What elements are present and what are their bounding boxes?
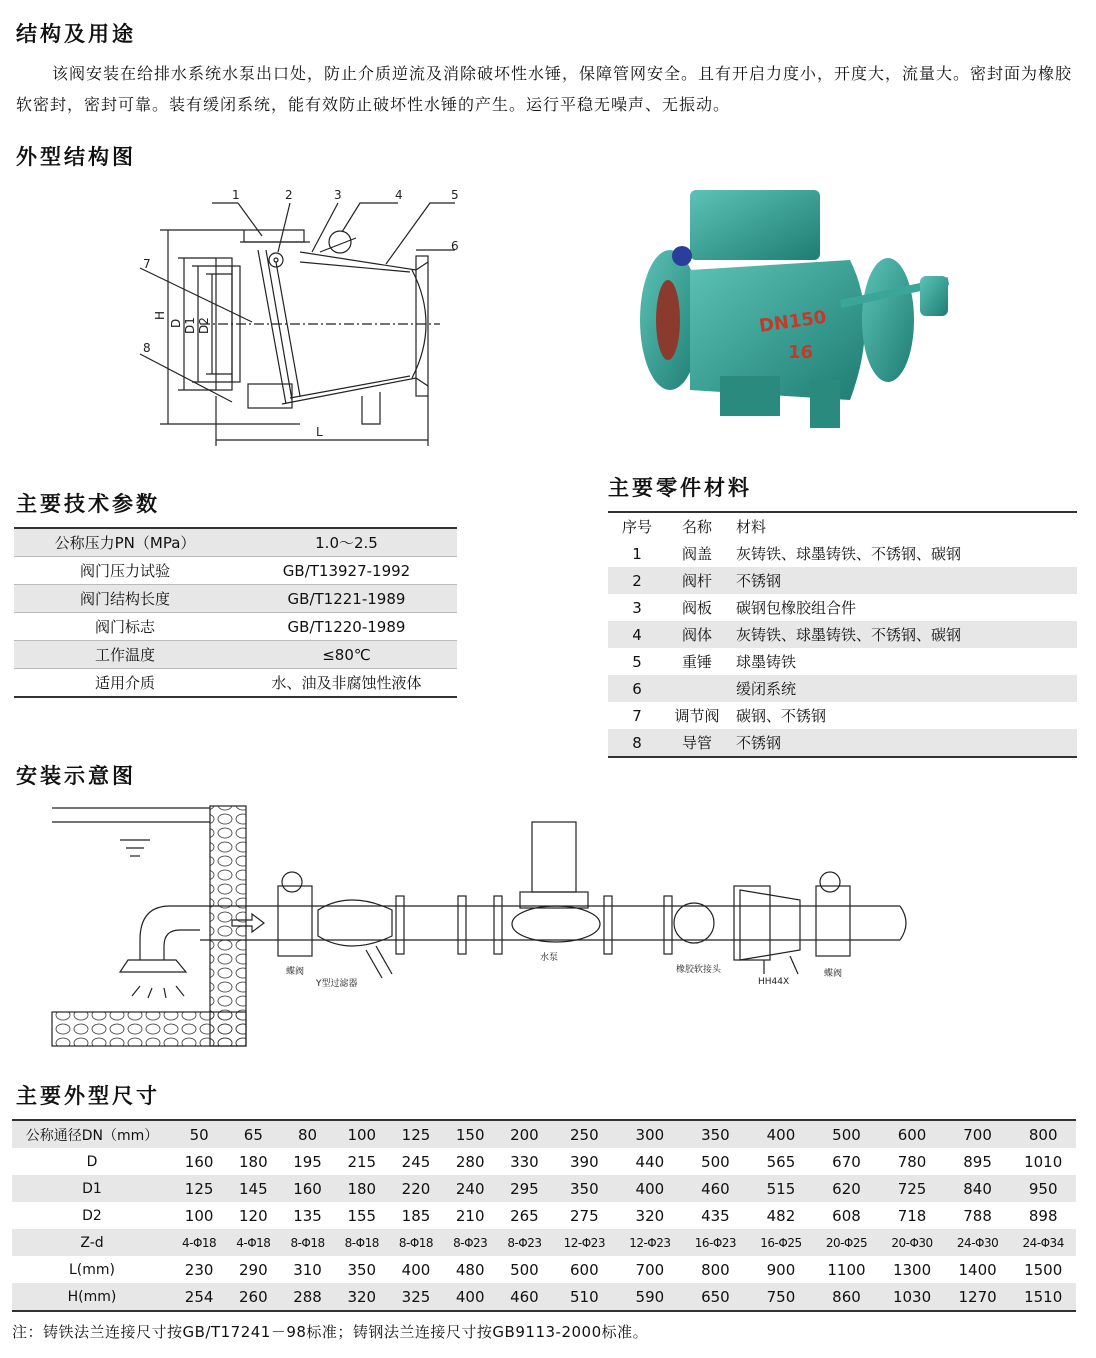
param-name: 阀门结构长度 xyxy=(79,590,170,608)
floor xyxy=(52,1012,246,1046)
table-cell: 350 xyxy=(347,1260,377,1279)
table-cell: 125 xyxy=(401,1125,431,1144)
table-cell: 950 xyxy=(1028,1179,1058,1198)
table-cell: 1300 xyxy=(892,1260,932,1279)
table-cell: 620 xyxy=(832,1179,861,1198)
part-no: 6 xyxy=(632,679,642,698)
table-row xyxy=(12,1283,1076,1311)
param-name: 公称压力PN（MPa） xyxy=(54,534,196,552)
table-row xyxy=(608,621,1077,648)
param-name: 适用介质 xyxy=(94,674,155,692)
table-cell: 180 xyxy=(347,1179,377,1198)
counterweight xyxy=(920,276,948,316)
callout-1: 1 xyxy=(232,188,240,202)
label-rubber-joint: 橡胶软接头 xyxy=(676,965,722,975)
table-row xyxy=(12,1120,1076,1148)
table-cell: 650 xyxy=(701,1287,730,1306)
part-material: 碳钢包橡胶组合件 xyxy=(736,599,857,617)
body-mark-dn: DN150 xyxy=(757,306,828,337)
part-no: 4 xyxy=(632,625,642,644)
table-cell: 160 xyxy=(293,1179,322,1198)
table-cell: 1400 xyxy=(958,1260,997,1279)
table-cell: 24-Φ34 xyxy=(1022,1235,1064,1250)
param-value: GB/T1221-1989 xyxy=(287,589,406,608)
table-cell: 195 xyxy=(293,1152,322,1171)
label-strainer: Y型过滤器 xyxy=(316,979,358,989)
table-cell: 50 xyxy=(189,1125,209,1144)
table-cell: 275 xyxy=(569,1206,599,1225)
table-cell: 590 xyxy=(635,1287,665,1306)
table-row xyxy=(12,1175,1076,1202)
table-cell: 20-Φ30 xyxy=(891,1235,933,1250)
table-cell: 210 xyxy=(455,1206,485,1225)
table-cell: 330 xyxy=(510,1152,539,1171)
table-cell: 320 xyxy=(347,1287,377,1306)
param-value: 水、油及非腐蚀性液体 xyxy=(271,674,422,692)
table-cell: 1030 xyxy=(892,1287,932,1306)
table-cell: 350 xyxy=(701,1125,730,1144)
table-cell: 8-Φ23 xyxy=(453,1235,488,1250)
pump-casing xyxy=(512,906,600,942)
footnote: 注：铸铁法兰连接尺寸按GB/T17241－98标准；铸钢法兰连接尺寸按GB9113-2000标准。 xyxy=(12,1323,649,1341)
table-cell: 1100 xyxy=(827,1260,866,1279)
table-cell: 4-Φ18 xyxy=(236,1235,271,1250)
table-cell: 100 xyxy=(347,1125,377,1144)
valve-cover xyxy=(690,190,820,260)
table-cell: 125 xyxy=(184,1179,214,1198)
table-cell: 800 xyxy=(1028,1125,1058,1144)
table-row xyxy=(14,585,457,613)
table-cell: 600 xyxy=(569,1260,599,1279)
table-row xyxy=(14,613,457,641)
cushion-cylinder xyxy=(720,376,780,416)
description-text: 该阀安装在给排水系统水泵出口处，防止介质逆流及消除破坏性水锤，保障管网安全。且有开启力度小，开度大，流量大。密封面为橡胶软密封，密封可靠。装有缓闭系统，能有效防止破坏性水锤的产生。运行平稳无噪声、无振动。 xyxy=(16,64,1073,114)
table-cell: 180 xyxy=(239,1152,268,1171)
table-cell: 265 xyxy=(510,1206,539,1225)
table-cell: 400 xyxy=(766,1125,796,1144)
part-name: 导管 xyxy=(681,734,712,752)
callout-2: 2 xyxy=(285,188,293,202)
part-no: 5 xyxy=(632,652,642,671)
description-paragraph xyxy=(16,58,1084,120)
table-cell: 280 xyxy=(455,1152,485,1171)
row-label: Z-d xyxy=(80,1234,104,1251)
heading-structure-use: 结构及用途 xyxy=(16,21,136,46)
dim-label-D: D xyxy=(169,318,183,328)
table-cell: 700 xyxy=(963,1125,992,1144)
table-cell: 185 xyxy=(401,1206,431,1225)
table-cell: 600 xyxy=(897,1125,927,1144)
table-cell: 460 xyxy=(510,1287,539,1306)
row-label: 公称通径DN（mm） xyxy=(25,1127,159,1144)
table-cell: 515 xyxy=(766,1179,796,1198)
table-cell: 160 xyxy=(184,1152,214,1171)
table-cell: 700 xyxy=(635,1260,665,1279)
part-name: 阀体 xyxy=(681,626,712,644)
table-cell: 725 xyxy=(897,1179,927,1198)
table-row xyxy=(608,567,1077,594)
table-cell: 150 xyxy=(455,1125,485,1144)
col-header-material: 材料 xyxy=(736,518,767,536)
tech-params-table xyxy=(14,527,457,698)
table-cell: 1500 xyxy=(1024,1260,1063,1279)
table-cell: 1510 xyxy=(1024,1287,1063,1306)
pump-motor xyxy=(532,822,576,892)
table-row xyxy=(608,702,1077,729)
table-cell: 500 xyxy=(832,1125,861,1144)
table-cell: 840 xyxy=(963,1179,992,1198)
y-strainer xyxy=(318,900,392,946)
table-cell: 288 xyxy=(293,1287,322,1306)
dim-label-L: L xyxy=(316,425,323,439)
table-cell: 350 xyxy=(569,1179,599,1198)
part-no: 1 xyxy=(632,544,642,563)
part-name: 调节阀 xyxy=(674,707,720,725)
param-value: 1.0～2.5 xyxy=(315,534,378,552)
col-header-no: 序号 xyxy=(621,518,652,536)
heading-tech-params: 主要技术参数 xyxy=(16,491,160,516)
param-name: 阀门压力试验 xyxy=(79,562,170,580)
table-cell: 898 xyxy=(1028,1206,1058,1225)
parts-materials-table xyxy=(608,511,1077,758)
table-cell: 8-Φ18 xyxy=(398,1235,434,1250)
table-cell: 608 xyxy=(832,1206,861,1225)
callout-3: 3 xyxy=(334,188,342,202)
table-cell: 16-Φ23 xyxy=(694,1235,737,1250)
part-name: 重锤 xyxy=(681,653,712,671)
table-cell: 230 xyxy=(184,1260,214,1279)
table-cell: 895 xyxy=(963,1152,992,1171)
table-row xyxy=(14,557,457,585)
dim-label-H: H xyxy=(153,310,167,320)
table-cell: 200 xyxy=(510,1125,539,1144)
table-cell: 320 xyxy=(635,1206,665,1225)
part-material: 碳钢、不锈钢 xyxy=(736,707,827,725)
table-cell: 290 xyxy=(239,1260,268,1279)
label-valve-model: HH44X xyxy=(758,977,790,987)
heading-parts-materials: 主要零件材料 xyxy=(608,475,752,500)
part-material: 灰铸铁、球墨铸铁、不锈钢、碳钢 xyxy=(736,545,962,563)
table-cell: 240 xyxy=(455,1179,485,1198)
table-cell: 500 xyxy=(510,1260,539,1279)
table-cell: 8-Φ18 xyxy=(344,1235,379,1250)
table-cell: 800 xyxy=(701,1260,730,1279)
part-name: 阀杆 xyxy=(681,572,712,590)
table-cell: 500 xyxy=(701,1152,730,1171)
table-row xyxy=(14,528,457,557)
row-label: D1 xyxy=(82,1180,102,1197)
table-cell: 718 xyxy=(897,1206,927,1225)
table-row xyxy=(12,1148,1076,1175)
table-cell: 510 xyxy=(569,1287,599,1306)
param-value: GB/T1220-1989 xyxy=(287,617,406,636)
row-label: D2 xyxy=(82,1207,102,1224)
butterfly-valve-right xyxy=(816,886,850,956)
table-cell: 100 xyxy=(184,1206,214,1225)
part-material: 不锈钢 xyxy=(736,572,782,590)
table-cell: 4-Φ18 xyxy=(182,1235,217,1250)
dimensions-table xyxy=(12,1119,1076,1312)
param-value: GB/T13927-1992 xyxy=(282,561,411,580)
callout-4: 4 xyxy=(395,188,403,202)
part-material: 缓闭系统 xyxy=(736,680,797,698)
adjust-valve-handwheel xyxy=(672,246,692,266)
table-cell: 460 xyxy=(701,1179,730,1198)
table-cell: 780 xyxy=(897,1152,927,1171)
table-cell: 16-Φ25 xyxy=(760,1235,802,1250)
table-cell: 300 xyxy=(635,1125,665,1144)
body-mark-pn: 16 xyxy=(788,342,814,363)
table-cell: 400 xyxy=(635,1179,665,1198)
part-no: 7 xyxy=(632,706,642,725)
heading-install: 安装示意图 xyxy=(16,763,136,788)
table-cell: 220 xyxy=(401,1179,431,1198)
part-no: 2 xyxy=(632,571,642,590)
table-cell: 310 xyxy=(293,1260,322,1279)
table-cell: 135 xyxy=(293,1206,322,1225)
table-cell: 245 xyxy=(401,1152,431,1171)
valve-photo xyxy=(630,180,960,440)
heading-dimensions: 主要外型尺寸 xyxy=(16,1083,160,1108)
col-header-name: 名称 xyxy=(681,518,712,536)
part-material: 灰铸铁、球墨铸铁、不锈钢、碳钢 xyxy=(736,626,962,644)
table-cell: 145 xyxy=(239,1179,268,1198)
row-label: H(mm) xyxy=(67,1288,117,1305)
part-material: 不锈钢 xyxy=(736,734,782,752)
dim-label-D2: D2 xyxy=(197,317,211,334)
param-value: ≤80℃ xyxy=(322,645,371,664)
heading-appearance: 外型结构图 xyxy=(16,144,136,169)
table-cell: 788 xyxy=(963,1206,992,1225)
right-flange xyxy=(862,258,914,382)
valve-structure-drawing xyxy=(130,180,480,450)
table-cell: 250 xyxy=(569,1125,599,1144)
row-label: D xyxy=(86,1153,98,1170)
table-row xyxy=(608,594,1077,621)
callout-8: 8 xyxy=(143,341,151,355)
part-name: 阀盖 xyxy=(681,545,712,563)
param-name: 工作温度 xyxy=(94,646,155,664)
table-cell: 670 xyxy=(832,1152,861,1171)
table-row xyxy=(608,540,1077,567)
table-cell: 155 xyxy=(347,1206,377,1225)
table-row xyxy=(12,1256,1076,1283)
table-cell: 400 xyxy=(455,1287,485,1306)
table-cell: 120 xyxy=(239,1206,268,1225)
table-cell: 860 xyxy=(832,1287,861,1306)
table-cell: 12-Φ23 xyxy=(629,1235,671,1250)
label-butterfly-left: 蝶阀 xyxy=(286,967,305,977)
table-row xyxy=(12,1229,1076,1256)
table-row xyxy=(14,641,457,669)
table-cell: 1270 xyxy=(958,1287,997,1306)
part-name: 阀板 xyxy=(681,599,712,617)
table-cell: 260 xyxy=(239,1287,268,1306)
table-row xyxy=(608,675,1077,702)
table-cell: 80 xyxy=(298,1125,318,1144)
table-cell: 254 xyxy=(184,1287,214,1306)
table-cell: 65 xyxy=(243,1125,263,1144)
rubber-joint xyxy=(674,903,714,943)
table-cell: 390 xyxy=(569,1152,599,1171)
dim-label-D1: D1 xyxy=(183,317,197,334)
table-row xyxy=(608,729,1077,757)
table-row xyxy=(12,1202,1076,1229)
part-no: 3 xyxy=(632,598,642,617)
table-header-row xyxy=(608,512,1077,540)
table-row xyxy=(608,648,1077,675)
table-cell: 325 xyxy=(401,1287,431,1306)
table-cell: 480 xyxy=(455,1260,485,1279)
table-cell: 24-Φ30 xyxy=(956,1235,999,1250)
table-cell: 295 xyxy=(510,1179,539,1198)
callout-6: 6 xyxy=(451,239,459,253)
table-cell: 8-Φ18 xyxy=(290,1235,325,1250)
table-cell: 215 xyxy=(347,1152,377,1171)
part-no: 8 xyxy=(632,733,642,752)
table-cell: 482 xyxy=(766,1206,796,1225)
table-row xyxy=(14,669,457,698)
part-name xyxy=(666,675,728,702)
table-cell: 435 xyxy=(701,1206,730,1225)
callout-5: 5 xyxy=(451,188,459,202)
callout-7: 7 xyxy=(143,257,151,271)
table-cell: 20-Φ25 xyxy=(825,1235,868,1250)
table-cell: 440 xyxy=(635,1152,665,1171)
table-cell: 750 xyxy=(766,1287,796,1306)
table-cell: 900 xyxy=(766,1260,796,1279)
param-name: 阀门标志 xyxy=(94,618,155,636)
installation-diagram xyxy=(40,800,920,1050)
table-cell: 565 xyxy=(766,1152,796,1171)
row-label: L(mm) xyxy=(69,1261,115,1278)
table-cell: 400 xyxy=(401,1260,431,1279)
label-pump: 水泵 xyxy=(540,953,559,963)
table-cell: 1010 xyxy=(1024,1152,1063,1171)
butterfly-valve-left xyxy=(278,886,312,956)
table-cell: 8-Φ23 xyxy=(507,1235,542,1250)
part-material: 球墨铸铁 xyxy=(736,653,797,671)
label-butterfly-right: 蝶阀 xyxy=(824,969,843,979)
table-cell: 12-Φ23 xyxy=(563,1235,605,1250)
